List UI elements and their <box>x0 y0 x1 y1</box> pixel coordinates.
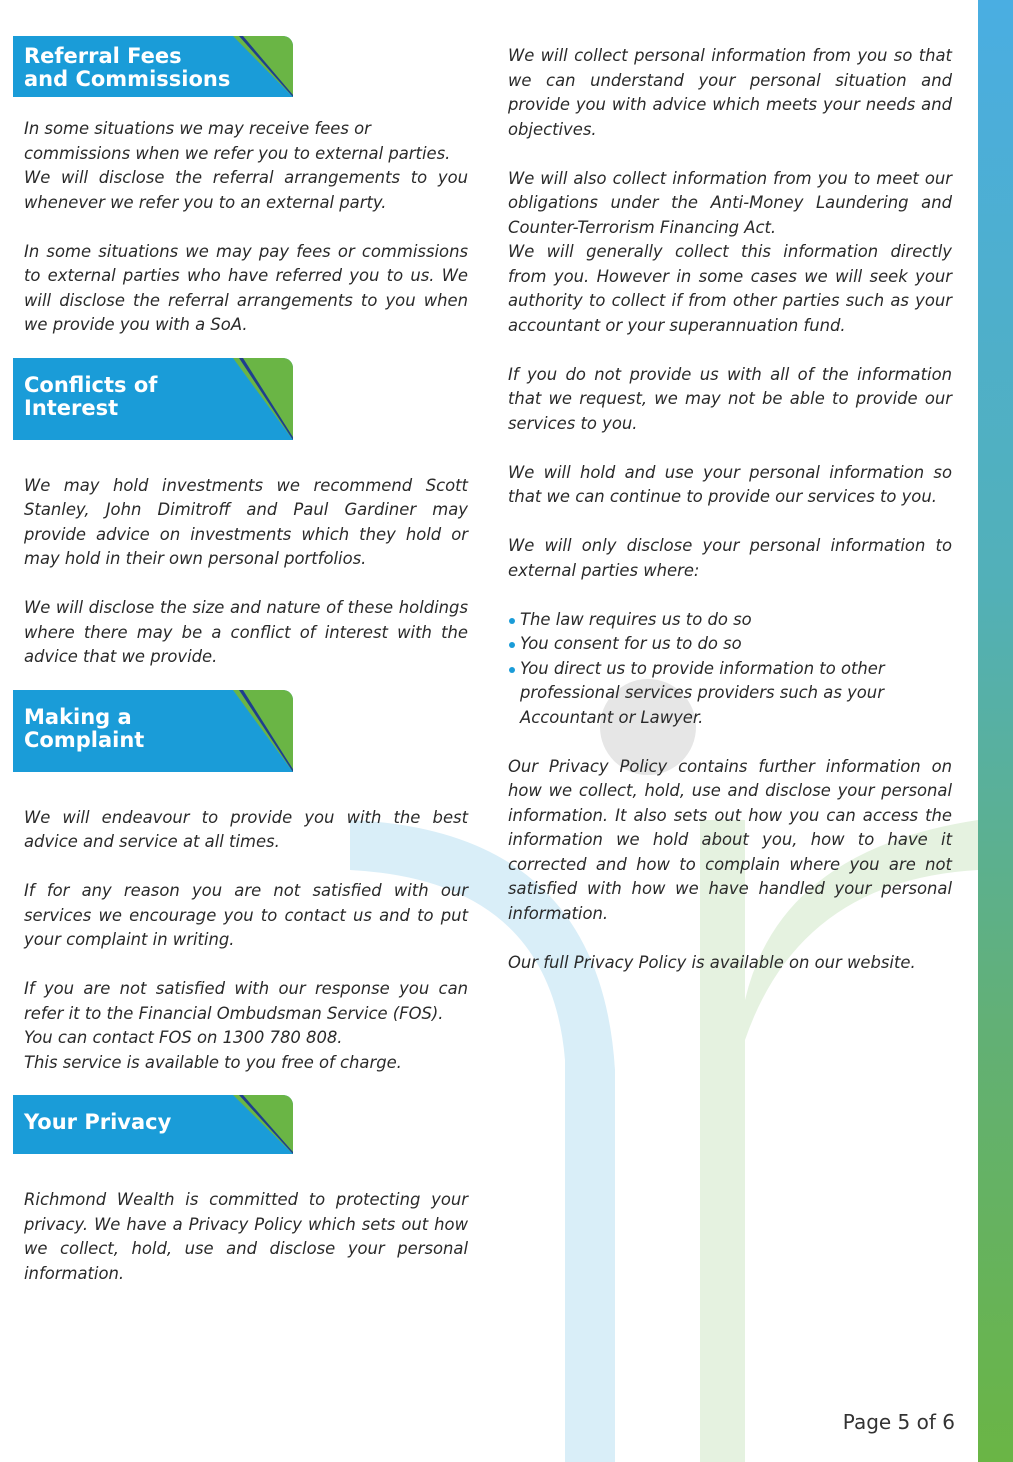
heading-corner-icon <box>233 358 293 440</box>
paragraph: If for any reason you are not satisfied with our services we encourage you to contact us and to put your complaint in writing. <box>24 881 468 949</box>
heading-corner-icon <box>233 690 293 772</box>
heading-corner-icon <box>233 36 293 97</box>
paragraph: We will collect personal information from you so that we can understand your personal situation and provide you with advice which meets your needs and objectives. <box>508 46 952 139</box>
paragraph: You can contact FOS on 1300 780 808. <box>24 1028 343 1047</box>
heading-corner-icon <box>233 1095 293 1154</box>
section-heading-referral-fees: Referral Fees and Commissions <box>13 36 293 97</box>
paragraph: We will only disclose your personal information to external parties where: <box>508 536 952 580</box>
paragraph: In some situations we may receive fees or commissions when we refer you to external parties. <box>24 119 451 163</box>
paragraph: We may hold investments we recommend Scott Stanley, John Dimitroff and Paul Gardiner may provide advice on investments which they hold or may hold in their own personal portfolios. <box>24 475 468 568</box>
section-heading-conflicts: Conflicts of Interest <box>13 358 293 440</box>
list-item: The law requires us to do so <box>508 608 952 633</box>
paragraph: We will disclose the size and nature of these holdings where there may be a conflict of interest with the advice that we provide. <box>24 598 468 666</box>
paragraph: Our Privacy Policy contains further information on how we collect, hold, use and disclose your personal information. It also sets out how you can access the information we hold about you, how to have it corrected and how to complain where you are not satisfied with how we have handled your personal information. <box>508 756 952 923</box>
paragraph: In some situations we may pay fees or commissions to external parties who have referred you to us. We will disclose the referral arrangements to you when we provide you with a SoA. <box>24 241 468 334</box>
paragraph: We will endeavour to provide you with the best advice and service at all times. <box>24 807 468 851</box>
paragraph: If you are not satisfied with our response you can refer it to the Financial Ombudsman Service (FOS). <box>24 979 468 1023</box>
paragraph: This service is available to you free of charge. <box>24 1052 402 1072</box>
paragraph: Our full Privacy Policy is available on our website. <box>508 952 916 972</box>
section-heading-complaint: Making a Complaint <box>13 690 293 772</box>
page-number: Page 5 of 6 <box>842 1410 955 1434</box>
right-column <box>508 44 952 975</box>
disclosure-list <box>508 608 952 731</box>
paragraph: Richmond Wealth is committed to protecting your privacy. We have a Privacy Policy which sets out how we collect, hold, use and disclose your personal information. <box>24 1190 468 1283</box>
left-column <box>24 36 468 1286</box>
paragraph: We will generally collect this information directly from you. However in some cases we will seek your authority to collect if from other parties such as your accountant or your superannuation fund. <box>508 242 952 335</box>
paragraph: If you do not provide us with all of the information that we request, we may not be able to provide our services to you. <box>508 364 952 433</box>
paragraph: We will disclose the referral arrangements to you whenever we refer you to an external party. <box>24 168 468 212</box>
paragraph: We will hold and use your personal information so that we can continue to provide our services to you. <box>508 462 952 506</box>
list-item: You consent for us to do so <box>508 632 952 657</box>
paragraph: We will also collect information from you to meet our obligations under the Anti-Money Laundering and Counter-Terrorism Financing Act. <box>508 168 952 237</box>
list-item: You direct us to provide information to other professional services providers such as your Accountant or Lawyer. <box>508 657 952 731</box>
side-accent-bar <box>978 0 1013 1462</box>
section-heading-privacy: Your Privacy <box>13 1095 293 1154</box>
